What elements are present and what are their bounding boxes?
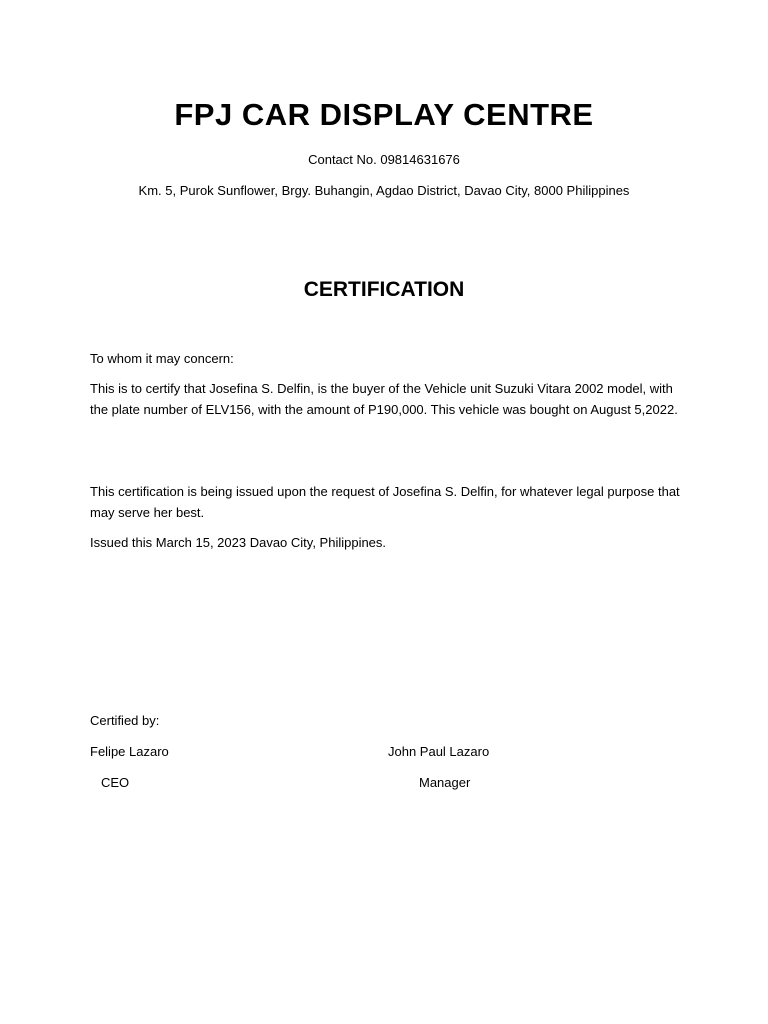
signatory-role: CEO (101, 775, 130, 790)
signatory-name: John Paul Lazaro (388, 744, 490, 759)
company-name: FPJ CAR DISPLAY CENTRE (174, 97, 594, 132)
contact-number: Contact No. 09814631676 (308, 152, 460, 167)
issued-date-line: Issued this March 15, 2023 Davao City, Philippines. (90, 535, 387, 550)
signatory-name: Felipe Lazaro (90, 744, 169, 759)
certified-by-label: Certified by: (90, 713, 160, 728)
purpose-paragraph: This certification is being issued upon the request of Josefina S. Delfin, for whatever legal purpose that may serve her best. (90, 484, 680, 520)
company-address: Km. 5, Purok Sunflower, Brgy. Buhangin, Agdao District, Davao City, 8000 Philippines (138, 183, 630, 198)
certification-paragraph: This is to certify that Josefina S. Delfin, is the buyer of the Vehicle unit Suzuki Vitara 2002 model, with the plate number of ELV156, with the amount of P190,000. This vehicle was bought on August 5,2022. (90, 381, 678, 417)
salutation: To whom it may concern: (90, 351, 234, 366)
signatory-role: Manager (419, 775, 471, 790)
document-title: CERTIFICATION (303, 278, 465, 301)
